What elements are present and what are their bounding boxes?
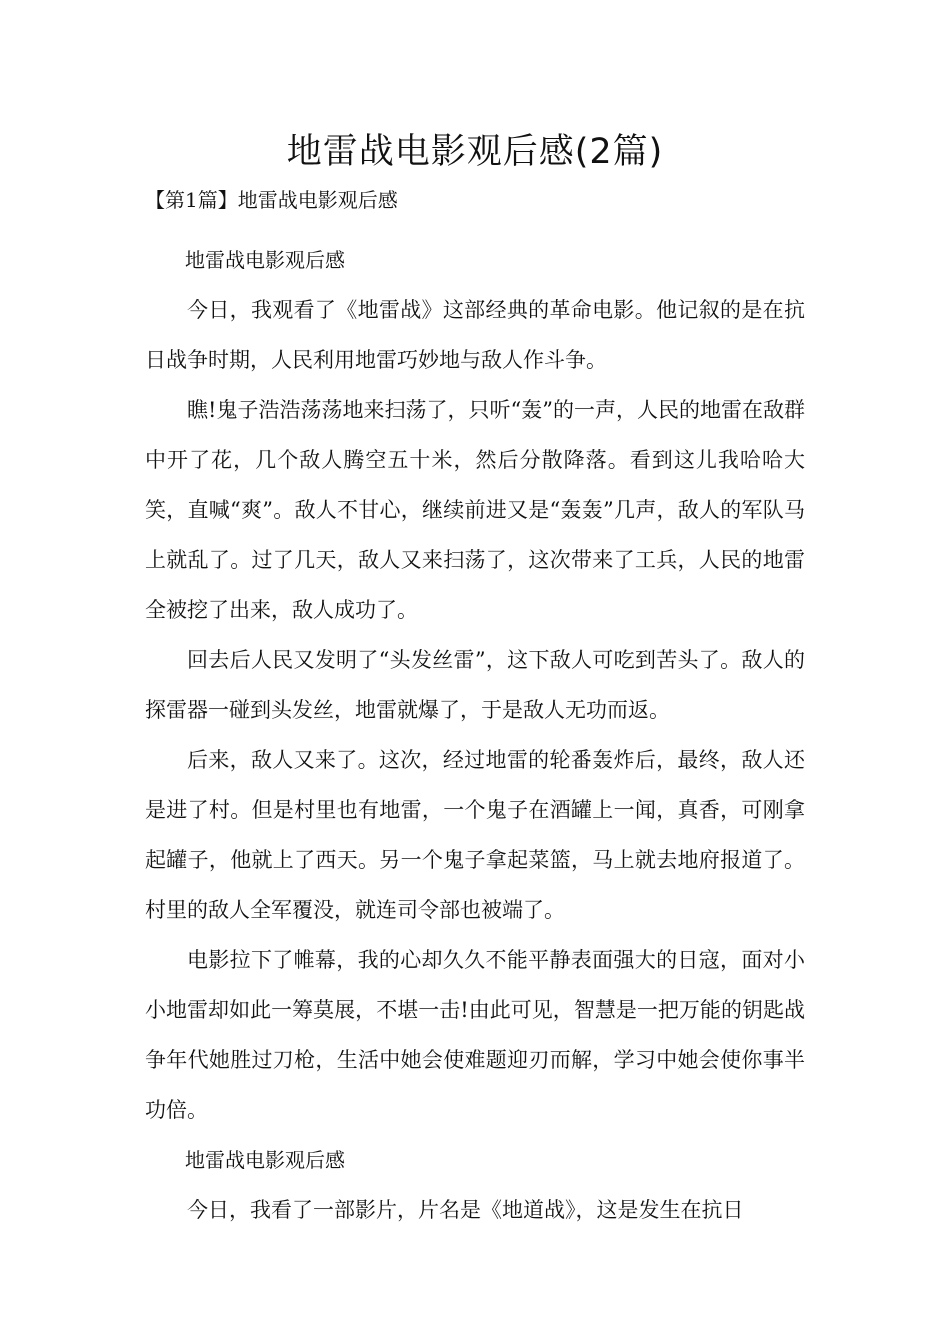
paragraph: 后来，敌人又来了。这次，经过地雷的轮番轰炸后，最终，敌人还是进了村。但是村里也有地雷，一个鬼子在酒罐上一闻，真香，可刚拿起罐子，他就上了西天。另一个鬼子拿起菜篮，马上就去地府报道了。村里的敌人全军覆没，就连司令部也被端了。 xyxy=(145,748,805,922)
article-subtitle: 地雷战电影观后感 xyxy=(185,248,345,272)
paragraph: 电影拉下了帷幕，我的心却久久不能平静表面强大的日寇，面对小小地雷却如此一筹莫展，不堪一击!由此可见，智慧是一把万能的钥匙战争年代她胜过刀枪，生活中她会使难题迎刃而解，学习中她会使你事半功倍。 xyxy=(145,948,805,1122)
paragraph: 今日，我看了一部影片，片名是《地道战》，这是发生在抗日 xyxy=(187,1198,744,1222)
article-body xyxy=(145,235,805,1235)
article-subtitle: 地雷战电影观后感 xyxy=(185,1148,345,1172)
paragraph: 今日，我观看了《地雷战》这部经典的革命电影。他记叙的是在抗日战争时期，人民利用地雷巧妙地与敌人作斗争。 xyxy=(145,298,805,372)
paragraph: 回去后人民又发明了“头发丝雷”，这下敌人可吃到苦头了。敌人的探雷器一碰到头发丝，地雷就爆了，于是敌人无功而返。 xyxy=(145,648,805,722)
section-heading: 【第1篇】地雷战电影观后感 xyxy=(145,188,398,212)
paragraph: 瞧!鬼子浩浩荡荡地来扫荡了，只听“轰”的一声，人民的地雷在敌群中开了花，几个敌人腾空五十米，然后分散降落。看到这儿我哈哈大笑，直喊“爽”。敌人不甘心，继续前进又是“轰轰”几声，敌人的军队马上就乱了。过了几天，敌人又来扫荡了，这次带来了工兵，人民的地雷全被挖了出来，敌人成功了。 xyxy=(145,398,805,622)
document-title: 地雷战电影观后感(2篇) xyxy=(286,132,664,172)
